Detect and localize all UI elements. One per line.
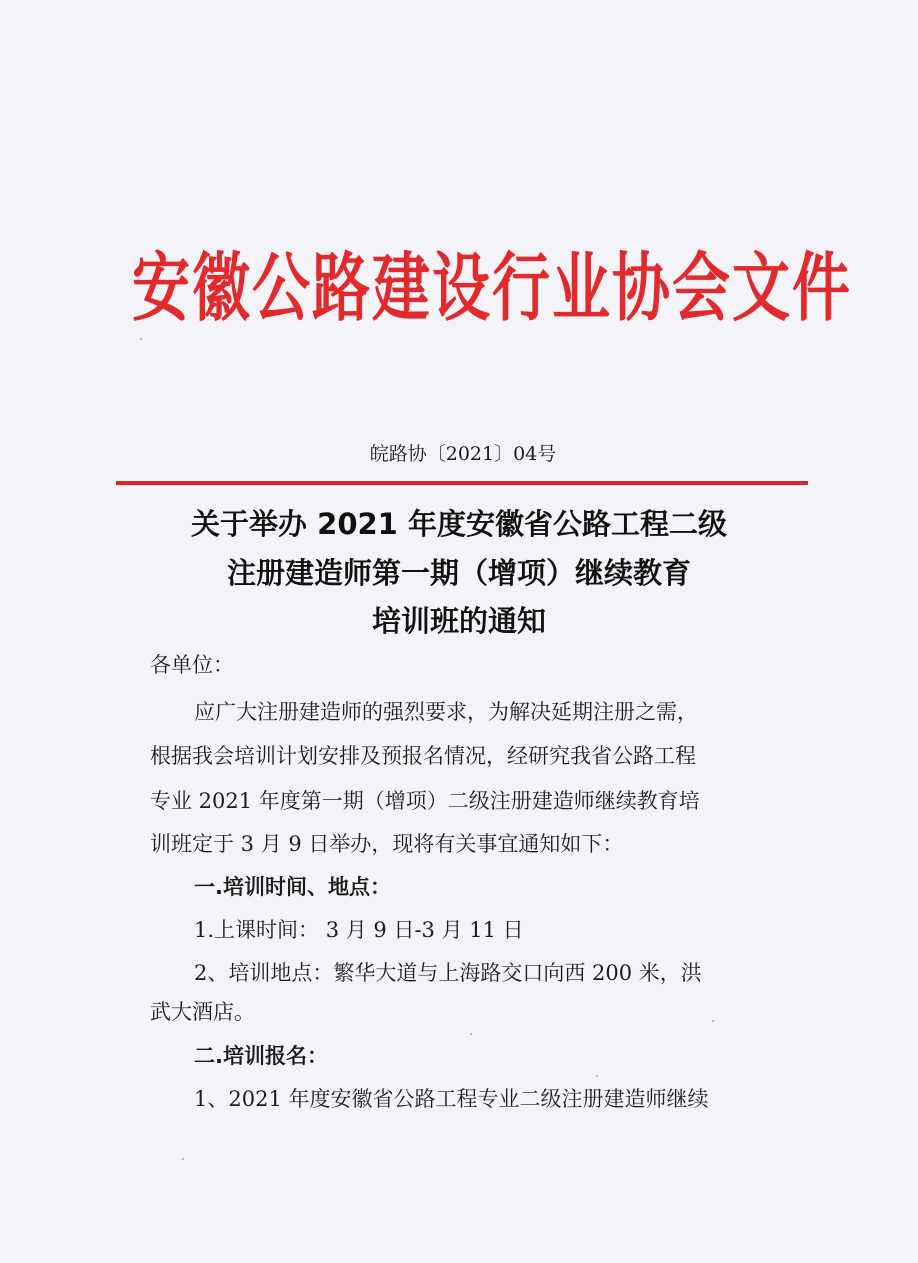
salutation: 各单位： bbox=[150, 653, 234, 677]
section-1-item-2-line-1: 2、培训地点：繁华大道与上海路交口向西 200 米，洪 bbox=[194, 961, 702, 985]
scan-speck bbox=[596, 1075, 598, 1077]
paragraph-1-line-3: 专业 2021 年度第一期（增项）二级注册建造师继续教育培 bbox=[150, 789, 700, 813]
paragraph-1-line-4: 训班定于 3 月 9 日举办，现将有关事宜通知如下： bbox=[150, 832, 624, 856]
red-divider-rule bbox=[116, 481, 808, 485]
section-1-item-2-line-2: 武大酒店。 bbox=[150, 1000, 255, 1024]
section-2-item-1-line-1: 1、2021 年度安徽省公路工程专业二级注册建造师继续 bbox=[194, 1087, 709, 1111]
notice-title-line-2: 注册建造师第一期（增项）继续教育 bbox=[226, 556, 691, 590]
notice-title-line-1: 关于举办 2021 年度安徽省公路工程二级 bbox=[191, 507, 727, 541]
org-header-title: 安徽公路建设行业协会文件 bbox=[132, 244, 853, 332]
scan-speck bbox=[470, 1033, 472, 1035]
scan-speck bbox=[140, 338, 142, 340]
paragraph-1-line-1: 应广大注册建造师的强烈要求，为解决延期注册之需， bbox=[194, 700, 698, 724]
document-number: 皖路协〔2021〕04号 bbox=[369, 443, 557, 465]
paragraph-1-line-2: 根据我会培训计划安排及预报名情况，经研究我省公路工程 bbox=[150, 744, 696, 768]
notice-title-line-3: 培训班的通知 bbox=[371, 604, 546, 638]
section-1-heading: 一.培训时间、地点： bbox=[194, 875, 391, 899]
scan-speck bbox=[712, 1020, 714, 1022]
section-1-item-1: 1.上课时间： 3 月 9 日-3 月 11 日 bbox=[194, 918, 524, 942]
scan-speck bbox=[182, 1158, 184, 1160]
section-2-heading: 二.培训报名： bbox=[194, 1044, 328, 1068]
